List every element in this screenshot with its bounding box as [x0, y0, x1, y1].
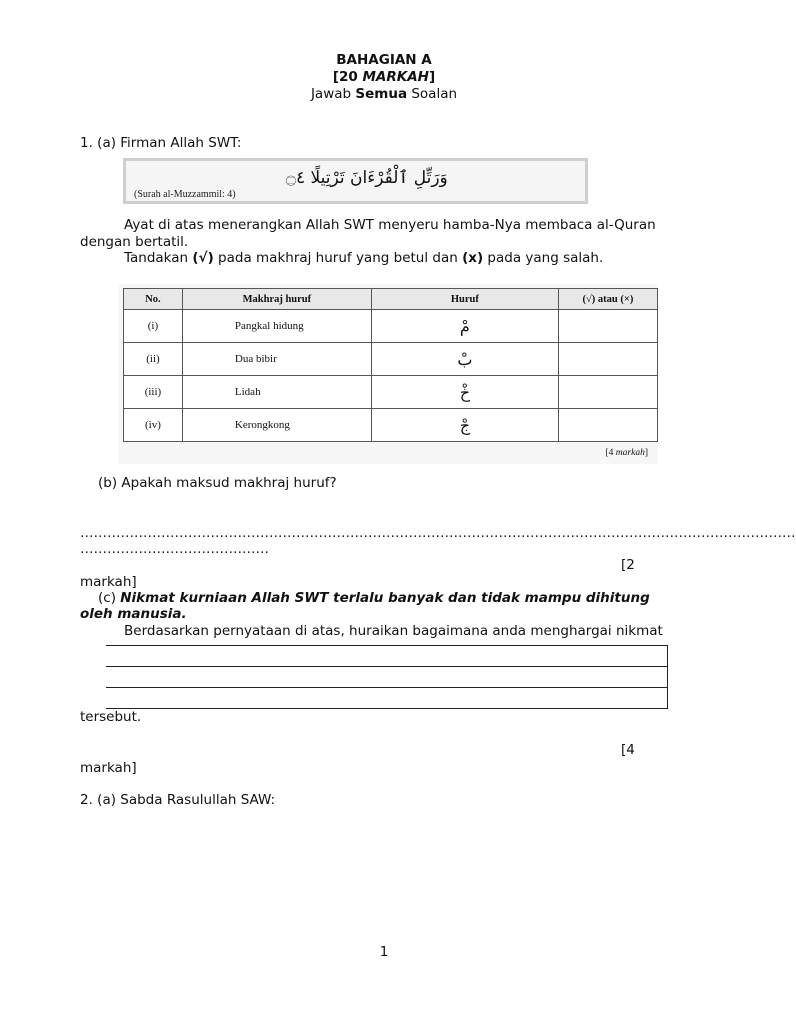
tick-cell[interactable]	[558, 376, 657, 409]
header-makhraj: Makhraj huruf	[182, 289, 371, 310]
answer-line	[106, 708, 668, 709]
row-huruf: بْ	[371, 343, 558, 376]
q1a-para1-line2: dengan bertatil.	[80, 234, 189, 250]
page-number: 1	[379, 944, 389, 960]
q1c-statement-line2: oleh manusia.	[80, 606, 187, 622]
verse-reference: (Surah al-Muzzammil: 4)	[134, 189, 236, 200]
q1c-instruction: Berdasarkan pernyataan di atas, huraikan bagaimana anda menghargai nikmat	[124, 623, 663, 639]
answer-dots-line2[interactable]: ……………………………………	[80, 541, 269, 557]
tick-cell[interactable]	[558, 310, 657, 343]
table-marks-note: [4 markah]	[605, 448, 648, 458]
answer-box-edge	[667, 645, 668, 708]
total-marks: [20 MARKAH]	[332, 69, 436, 85]
table-row	[124, 376, 658, 409]
header-no: No.	[124, 289, 183, 310]
row-no: (iv)	[124, 409, 183, 442]
row-makhraj: Pangkal hidung	[182, 310, 371, 343]
verse-arabic: وَرَتِّلِ ٱلْقُرْءَانَ تَرْتِيلًا ۝٤	[286, 168, 448, 188]
answer-line	[106, 666, 668, 667]
answer-dots-line1[interactable]: ……………………………………………………………………………………………………………………………………………	[80, 525, 796, 541]
section-title: BAHAGIAN A	[336, 52, 432, 68]
q1a-instruction: Tandakan (√) pada makhraj huruf yang betul dan (x) pada yang salah.	[124, 250, 604, 266]
row-no: (ii)	[124, 343, 183, 376]
tick-cell[interactable]	[558, 409, 657, 442]
q1c-statement-line1: (c) Nikmat kurniaan Allah SWT terlalu banyak dan tidak mampu dihitung	[98, 590, 650, 606]
table-row	[124, 343, 658, 376]
row-no: (i)	[124, 310, 183, 343]
q1c-instruction-cont: tersebut.	[80, 709, 142, 725]
q1c-marks: [4	[621, 742, 635, 758]
row-huruf: جْ	[371, 409, 558, 442]
verse-image	[123, 158, 588, 204]
row-no: (iii)	[124, 376, 183, 409]
row-makhraj: Lidah	[182, 376, 371, 409]
q1a-label: 1. (a) Firman Allah SWT:	[80, 135, 242, 151]
makhraj-table-image	[118, 284, 658, 464]
instruction: Jawab Semua Soalan	[310, 86, 458, 102]
tick-cell[interactable]	[558, 343, 657, 376]
q1a-para1-line1: Ayat di atas menerangkan Allah SWT menyeru hamba-Nya membaca al-Quran	[124, 217, 656, 233]
q1b-marks: [2	[621, 557, 635, 573]
row-huruf: خْ	[371, 376, 558, 409]
header-tick: (√) atau (×)	[558, 289, 657, 310]
table-row	[124, 409, 658, 442]
makhraj-table	[123, 288, 658, 442]
q1b-label: (b) Apakah maksud makhraj huruf?	[98, 475, 337, 491]
table-row	[124, 310, 658, 343]
q1b-marks-cont: markah]	[80, 574, 137, 590]
answer-line	[106, 687, 668, 688]
header-huruf: Huruf	[371, 289, 558, 310]
row-huruf: مْ	[371, 310, 558, 343]
q1c-marks-cont: markah]	[80, 760, 137, 776]
row-makhraj: Dua bibir	[182, 343, 371, 376]
row-makhraj: Kerongkong	[182, 409, 371, 442]
q2a-label: 2. (a) Sabda Rasulullah SAW:	[80, 792, 276, 808]
answer-line	[106, 645, 668, 646]
